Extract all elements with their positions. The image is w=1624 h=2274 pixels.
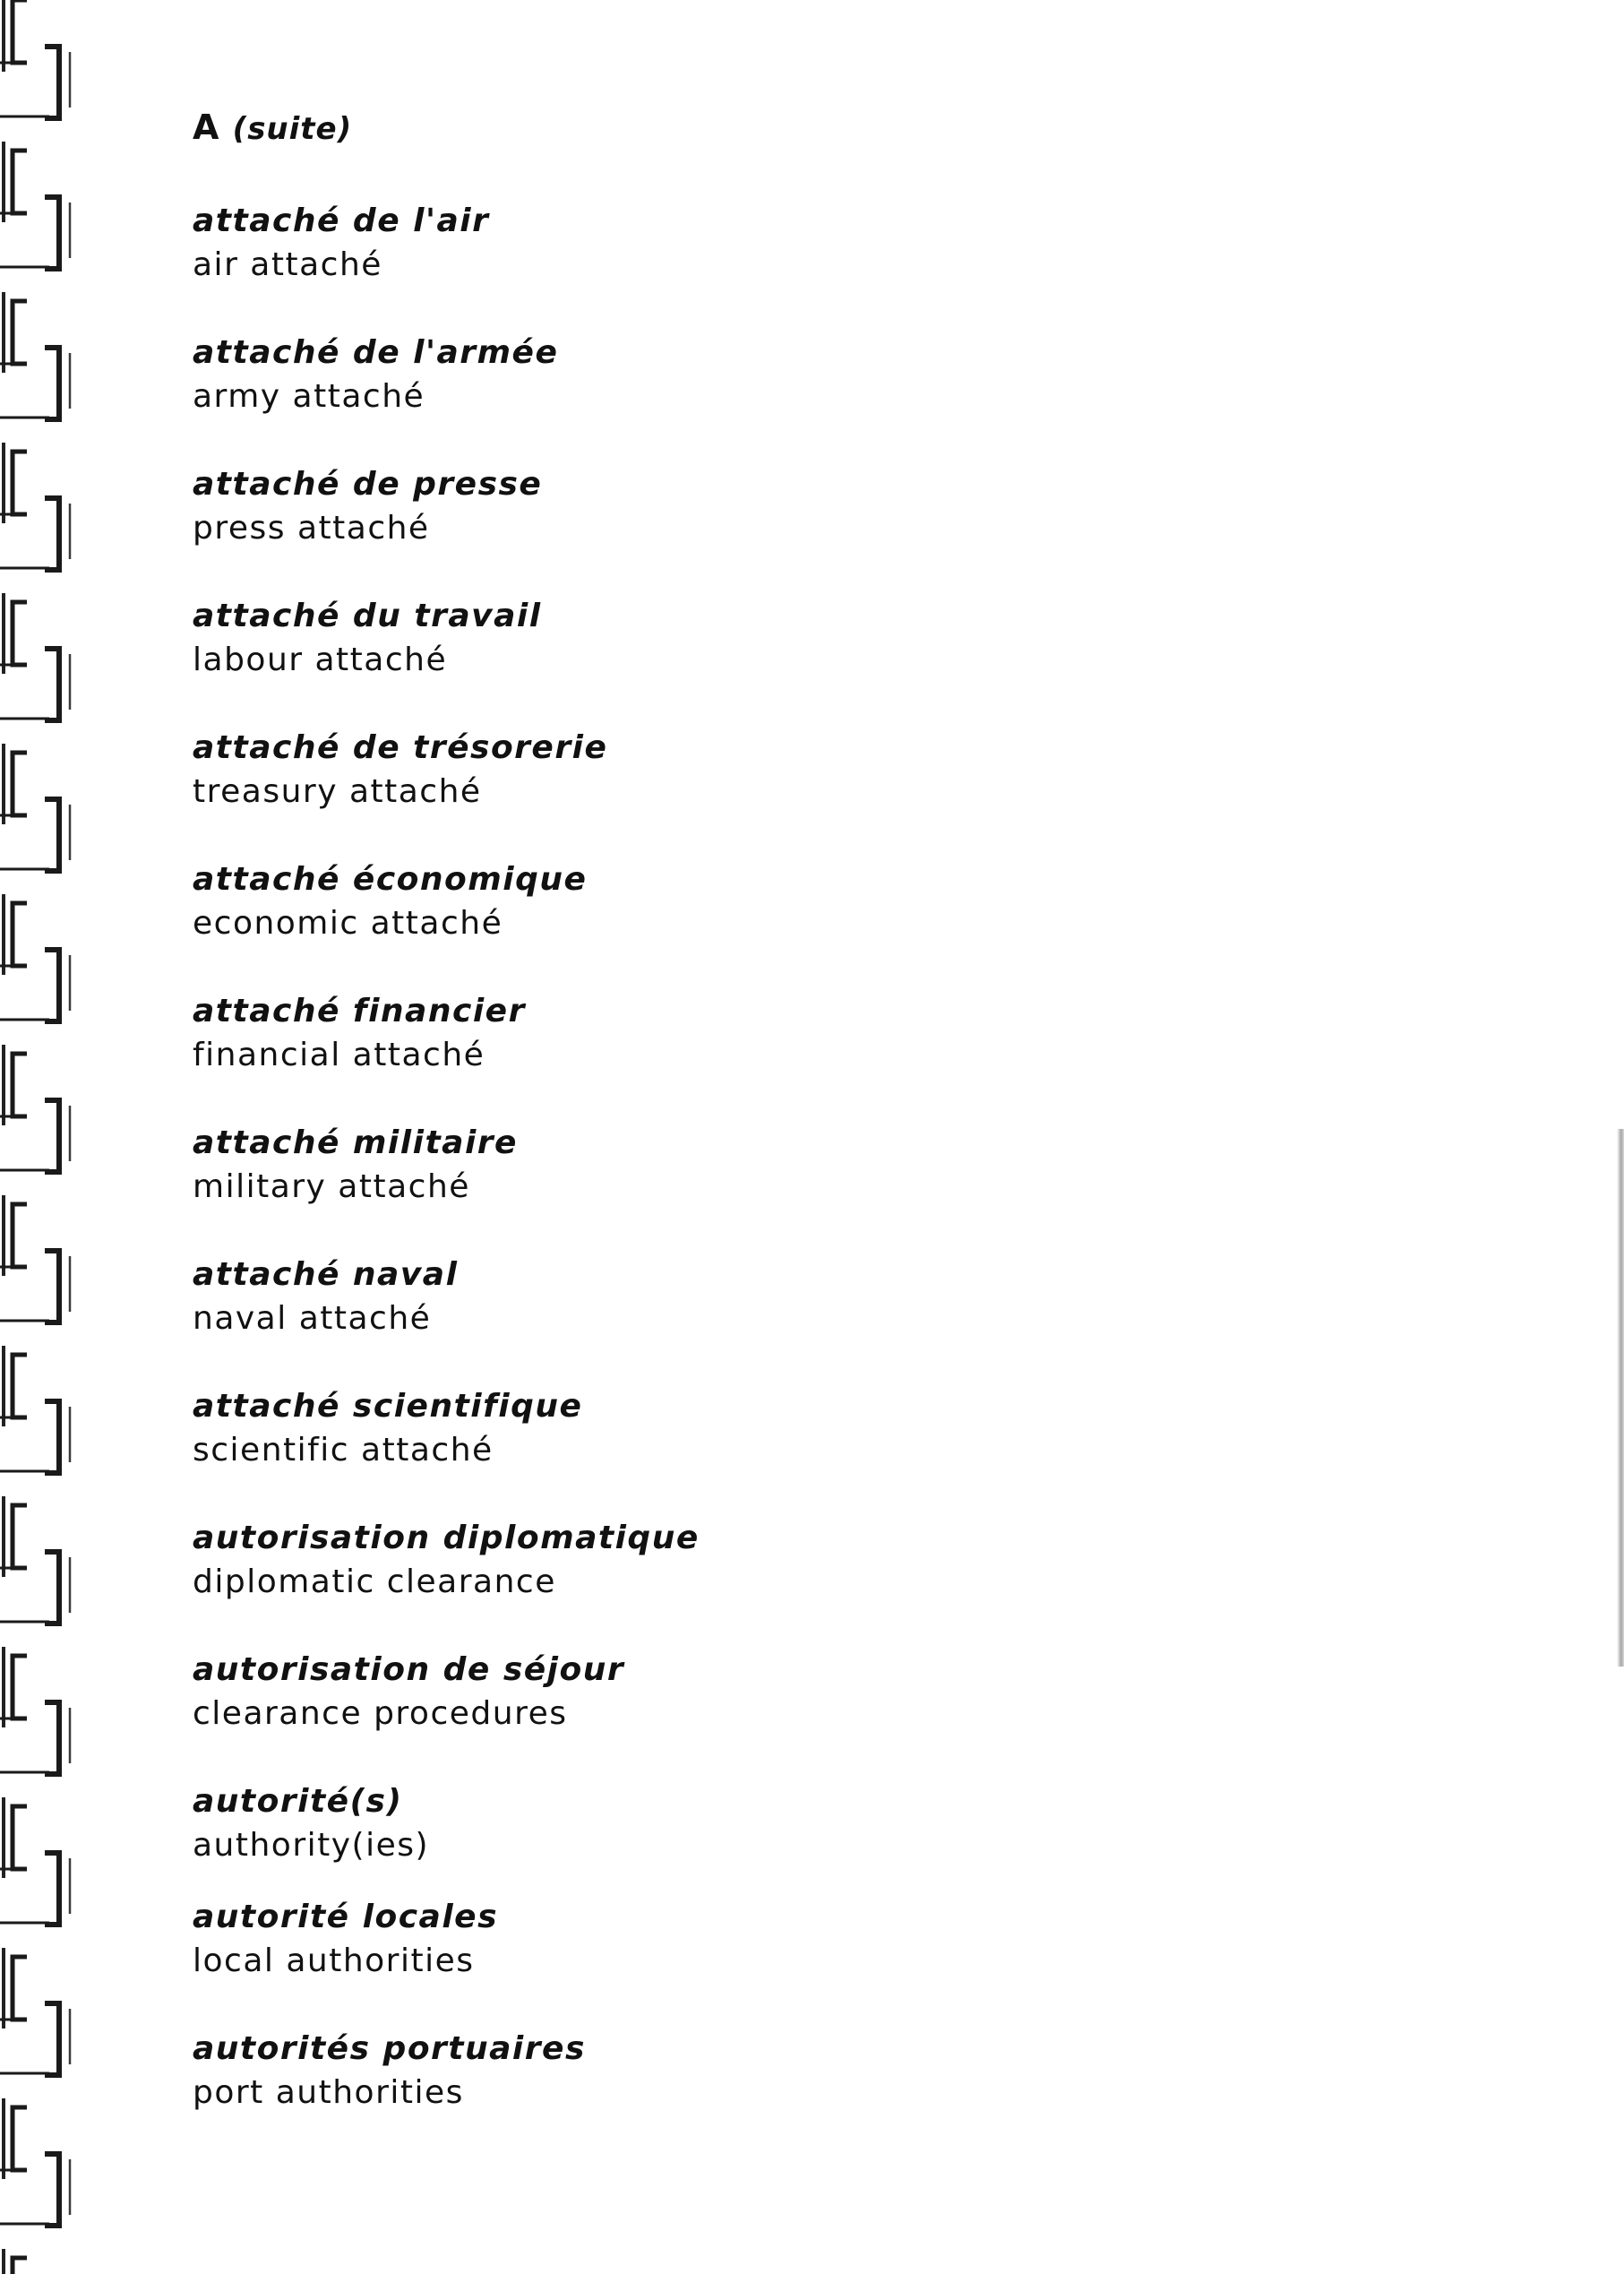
glossary-entry <box>193 1895 1447 1983</box>
binding-ring <box>0 443 70 570</box>
page-edge-shadow <box>1617 1129 1624 1667</box>
english-term: military attaché <box>193 1168 470 1205</box>
section-letter: A <box>193 108 220 147</box>
binding-ring <box>0 894 70 1021</box>
glossary-entry <box>193 1121 1447 1209</box>
glossary-entry <box>193 1516 1447 1604</box>
binding-ring <box>0 1496 70 1624</box>
english-term: press attaché <box>193 510 430 547</box>
english-term: authority(ies) <box>193 1827 430 1864</box>
section-suffix: (suite) <box>232 111 353 147</box>
french-term: autorité locales <box>193 1899 499 1935</box>
binding-ring <box>0 292 70 419</box>
glossary-entry <box>193 989 1447 1077</box>
section-heading <box>193 108 1447 163</box>
binding-ring <box>0 1195 70 1322</box>
french-term: attaché du travail <box>193 598 542 634</box>
spiral-binding <box>0 0 99 2274</box>
english-term: treasury attaché <box>193 773 482 810</box>
french-term: attaché militaire <box>193 1124 518 1161</box>
french-term: attaché financier <box>193 993 526 1029</box>
glossary-entry <box>193 594 1447 682</box>
english-term: army attaché <box>193 378 425 415</box>
english-term: naval attaché <box>193 1300 432 1337</box>
binding-ring <box>0 1045 70 1172</box>
english-term: diplomatic clearance <box>193 1563 556 1600</box>
glossary-entry <box>193 2027 1447 2115</box>
french-term: attaché scientifique <box>193 1388 583 1425</box>
french-term: attaché économique <box>193 861 588 898</box>
english-term: scientific attaché <box>193 1432 494 1469</box>
binding-ring <box>0 1647 70 1774</box>
glossary-entry <box>193 199 1447 287</box>
french-term: attaché de l'armée <box>193 334 559 371</box>
glossary-entry <box>193 1253 1447 1340</box>
binding-ring <box>0 2249 70 2274</box>
french-term: attaché de trésorerie <box>193 729 608 766</box>
binding-ring <box>0 2098 70 2226</box>
french-term: attaché de presse <box>193 466 543 503</box>
french-term: autorité(s) <box>193 1783 403 1820</box>
english-term: labour attaché <box>193 642 448 678</box>
glossary-entry <box>193 462 1447 550</box>
english-term: economic attaché <box>193 905 503 942</box>
glossary-entry <box>193 857 1447 945</box>
english-term: financial attaché <box>193 1037 485 1073</box>
binding-ring <box>0 593 70 720</box>
binding-ring <box>0 744 70 871</box>
english-term: port authorities <box>193 2074 464 2111</box>
english-term: clearance procedures <box>193 1695 568 1732</box>
binding-ring <box>0 0 70 118</box>
glossary-entry <box>193 726 1447 814</box>
glossary-entry <box>193 1779 1447 1867</box>
french-term: attaché naval <box>193 1256 459 1293</box>
english-term: local authorities <box>193 1942 475 1979</box>
glossary-content <box>193 108 1447 2158</box>
binding-ring <box>0 1797 70 1925</box>
french-term: attaché de l'air <box>193 202 490 239</box>
glossary-entry <box>193 331 1447 418</box>
french-term: autorisation de séjour <box>193 1651 625 1688</box>
glossary-entry <box>193 1648 1447 1736</box>
glossary-entry <box>193 1384 1447 1472</box>
french-term: autorités portuaires <box>193 2030 586 2067</box>
binding-ring <box>0 1948 70 2075</box>
binding-ring <box>0 142 70 269</box>
binding-ring <box>0 1346 70 1473</box>
french-term: autorisation diplomatique <box>193 1520 700 1556</box>
english-term: air attaché <box>193 246 382 283</box>
